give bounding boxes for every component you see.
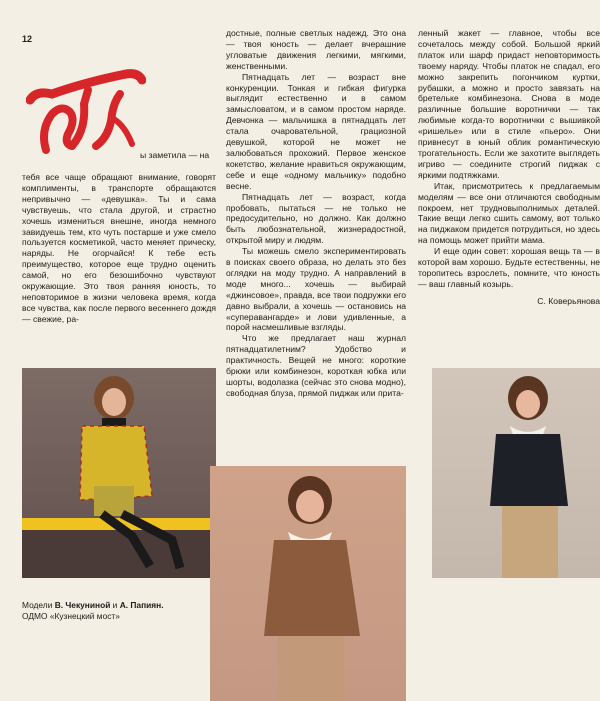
paragraph: ленный жакет — главное, чтобы все сочеталось между собой. Большой яркий платок или шарф придаст неповторимость твоему наряду. Чтобы платок не спадал, его можно закрепить погончиком куртки, рубашки, а можно и просто завязать на бретельке комбинезона. Снова в моде различные большие воротнички — так любимые когда-то воротнички с вышивкой «ришелье» или в стиле «пьеро». Они привнесут в юный облик романтическую трогательность. Если же захотите выглядеть игриво — соедините строгий пиджак с яркими подтяжками. — [418, 28, 600, 180]
fashion-photo-brown-blouse — [210, 466, 406, 701]
fashion-photo-black-jacket — [432, 368, 600, 578]
paragraph: Пятнадцать лет — возраст, когда пробовать, пытаться — не только не предосудительно, но должно. Как должно быть любознательной, жизнерадостной, открытой миру и людям. — [226, 191, 406, 246]
drop-cap-letter — [26, 60, 146, 160]
lead-line: ы заметила — на — [140, 150, 210, 160]
caption-and: и — [112, 600, 118, 610]
fashion-photo-plaid-jacket — [22, 368, 216, 578]
caption-line-2: ОДМО «Кузнецкий мост» — [22, 611, 120, 621]
author-signature: С. Коверьянова — [537, 295, 600, 306]
caption-name-2: А. Папиян. — [119, 600, 164, 610]
article-column-1-lead — [140, 150, 216, 161]
paragraph: И еще один совет: хорошая вещь та — в которой вам хорошо. Будьте естественны, не торопитесь взрослеть, помните, что юность — ваш главный козырь. — [418, 246, 600, 289]
paragraph: Что же предлагает наш журнал пятнадцатилетним? Удобство и практичность. Вещей не много: короткие брюки или комбинезон, короткая юбка или шорты, водолазка (сейчас это снова модно), свободная блуза, прямой пиджак или прита- — [226, 333, 406, 398]
paragraph: Пятнадцать лет — возраст вне конкуренции. Тонкая и гибкая фигурка выглядит естественно и в самом замысловатом, и в самом простом наряде. Девчонка — мальчишка в пятнадцать лет стала очаровательной, грациозной девушкой, которой не может не залюбоваться прохожий. Первое женское кокетство, желание нравиться окружающим, себе и еще «одному мальчику» подобно весне. — [226, 71, 406, 191]
photo-caption — [22, 600, 212, 622]
article-column-1 — [22, 172, 216, 325]
paragraph: достные, полные светлых надежд. Это она — твоя юность — делает вчерашние угловатые движения легкими, мягкими, женственными. — [226, 28, 406, 71]
caption-prefix: Модели — [22, 600, 53, 610]
paragraph: Итак, присмотритесь к предлагаемым моделям — все они отличаются свободным покроем, нет трудновыполнимых деталей. Такие вещи легко сшить самому, вот только на пиджаком придется потрудиться, но здесь на помощь может прийти мама. — [418, 180, 600, 246]
paragraph: Ты можешь смело экспериментировать в поисках своего образа, но делать это без оглядки на моду трудно. А направлений в моде много... хочешь — выбирай «джинсовое», правда, все твои подружки его давно выбрали, а хочешь — остановись на «суперавангарде» и лови удивленные, а порой насмешливые взгляды. — [226, 246, 406, 333]
caption-name-1: В. Чекуниной — [54, 600, 111, 610]
article-column-3 — [418, 28, 600, 307]
page-number: 12 — [22, 34, 33, 44]
article-column-2 — [226, 28, 406, 399]
paragraph: тебя все чаще обращают внимание, говорят комплименты, в транспорте обращаются непривычно — «девушка». Ты и сама чувствуешь, что стала другой, и страстно хочешь измениться внешне, иногда немного завидуешь тем, кто чуть постарше и уже смело пользуется косметикой, часто меняет прическу, наряды. Не огорчайся! К тебе есть преимущество, которое еще трудно оценить самой, но его безошибочно чувствуют окружающие. Это твоя ранняя юность, то неповторимое в жизни человека время, когда все чувства, как после первого весеннего дождя — свежие, ра- — [22, 172, 216, 324]
